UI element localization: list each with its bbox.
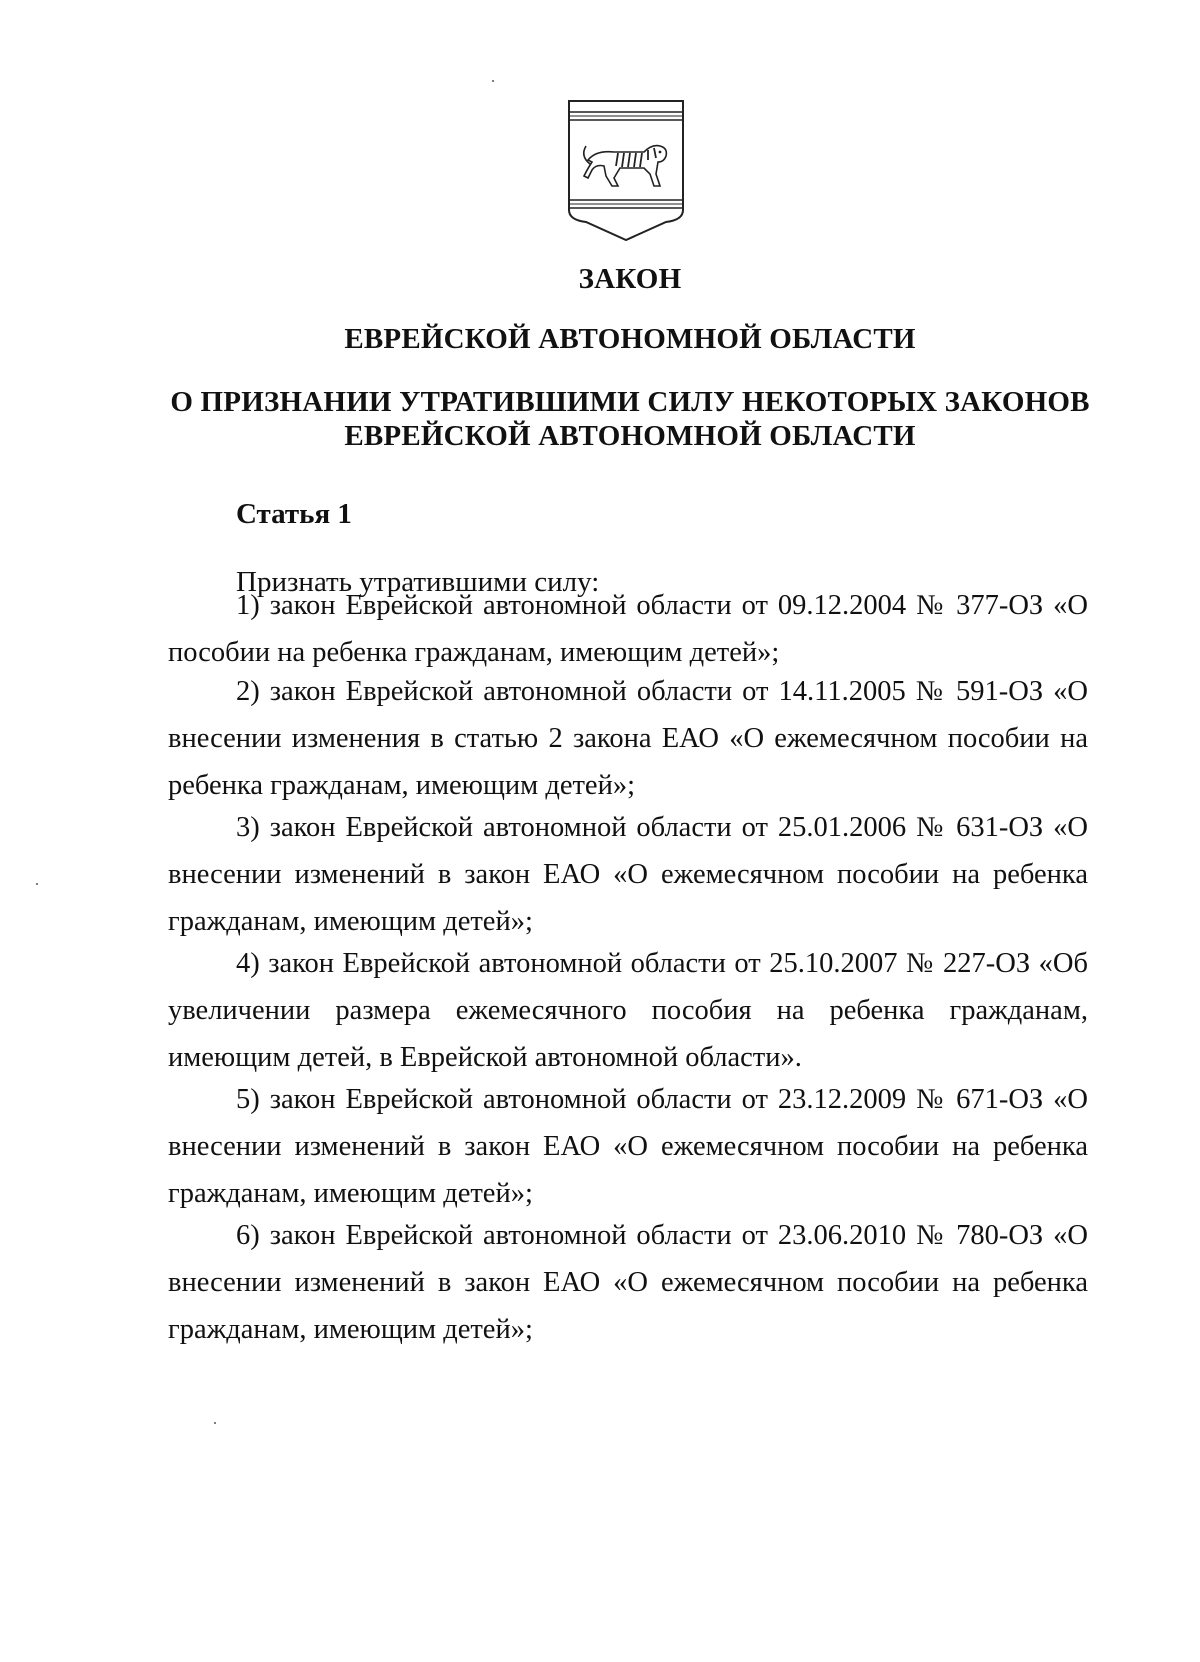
list-item: 6) закон Еврейской автономной области от 23.06.2010 № 780-ОЗ «О внесении изменений в закон ЕАО «О ежемесячном пособии на ребенка гражданам, имеющим детей»; <box>168 1220 1088 1345</box>
article-title: Статья 1 <box>236 498 352 530</box>
scan-speck <box>214 1422 216 1424</box>
scan-speck <box>36 883 38 885</box>
region-heading: ЕВРЕЙСКОЙ АВТОНОМНОЙ ОБЛАСТИ <box>344 323 916 355</box>
law-heading: ЗАКОН <box>578 263 682 295</box>
article-intro: Признать утратившими силу: <box>236 566 600 598</box>
list-item: 4) закон Еврейской автономной области от 25.10.2007 № 227-ОЗ «Об увеличении размера ежемесячного пособия на ребенка гражданам, имеющим детей, в Еврейской автономной области». <box>168 948 1088 1073</box>
list-item: 3) закон Еврейской автономной области от 25.01.2006 № 631-ОЗ «О внесении изменений в закон ЕАО «О ежемесячном пособии на ребенка гражданам, имеющим детей»; <box>168 812 1088 937</box>
coat-of-arms-tiger-icon <box>566 98 686 243</box>
subject-heading-line2: ЕВРЕЙСКОЙ АВТОНОМНОЙ ОБЛАСТИ <box>344 420 916 452</box>
subject-heading-line1: О ПРИЗНАНИИ УТРАТИВШИМИ СИЛУ НЕКОТОРЫХ ЗАКОНОВ <box>170 386 1090 418</box>
list-item: 2) закон Еврейской автономной области от 14.11.2005 № 591-ОЗ «О внесении изменения в статью 2 закона ЕАО «О ежемесячном пособии на ребенка гражданам, имеющим детей»; <box>168 676 1088 801</box>
list-item: 1) закон Еврейской автономной области от 09.12.2004 № 377-ОЗ «О пособии на ребенка гражданам, имеющим детей»; <box>168 590 1088 668</box>
list-item: 5) закон Еврейской автономной области от 23.12.2009 № 671-ОЗ «О внесении изменений в закон ЕАО «О ежемесячном пособии на ребенка гражданам, имеющим детей»; <box>168 1084 1088 1209</box>
scan-speck <box>492 80 494 82</box>
